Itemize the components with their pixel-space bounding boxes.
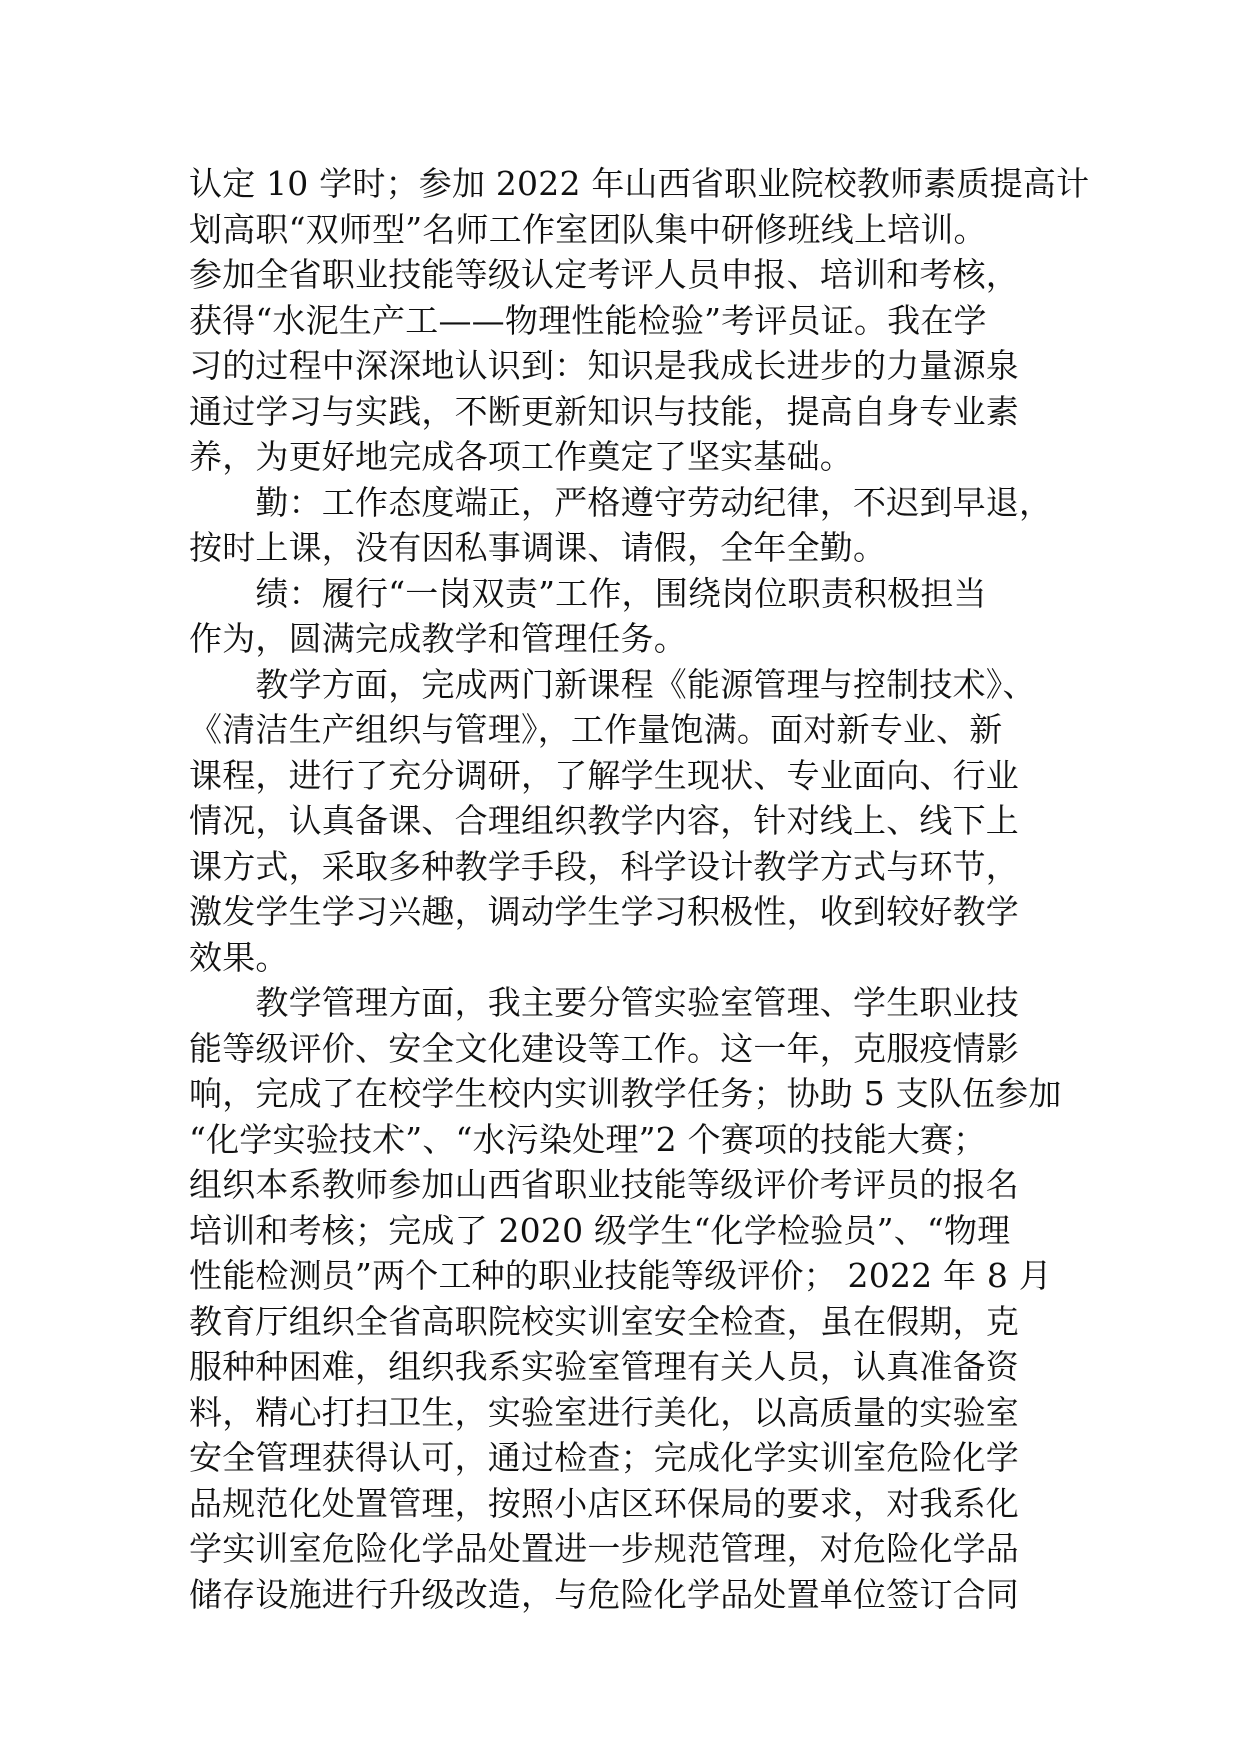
text-line: 响，完成了在校学生校内实训教学任务；协助 5 支队伍参加 bbox=[189, 1074, 1062, 1113]
text-line: 获得“水泥生产工——物理性能检验”考评员证。我在学 bbox=[189, 300, 987, 340]
text-line: 料，精心打扫卫生，实验室进行美化，以高质量的实验室 bbox=[189, 1392, 1019, 1432]
text-line: 性能检测员”两个工种的职业技能等级评价； 2022 年 8 月 bbox=[189, 1256, 1053, 1295]
text-line: 储存设施进行升级改造，与危险化学品处置单位签订合同 bbox=[189, 1574, 1019, 1614]
document-body bbox=[189, 161, 1090, 1617]
text-line: 养，为更好地完成各项工作奠定了坚实基础。 bbox=[189, 437, 853, 476]
text-line: “化学实验技术”、“水污染处理”2 个赛项的技能大赛； bbox=[189, 1119, 987, 1159]
text-line: 安全管理获得认可，通过检查；完成化学实训室危险化学 bbox=[189, 1438, 1019, 1477]
text-line: 课程，进行了充分调研，了解学生现状、专业面向、行业 bbox=[189, 755, 1019, 795]
text-line: 教学管理方面，我主要分管实验室管理、学生职业技 bbox=[189, 983, 1019, 1022]
text-line: 品规范化处置管理，按照小店区环保局的要求，对我系化 bbox=[189, 1483, 1019, 1523]
text-line: 习的过程中深深地认识到：知识是我成长进步的力量源泉 bbox=[189, 346, 1019, 385]
text-line: 学实训室危险化学品处置进一步规范管理，对危险化学品 bbox=[189, 1529, 1019, 1568]
text-line: 参加全省职业技能等级认定考评人员申报、培训和考核， bbox=[189, 255, 1019, 294]
text-line: 情况，认真备课、合理组织教学内容，针对线上、线下上 bbox=[189, 801, 1019, 840]
text-line: 效果。 bbox=[189, 937, 289, 977]
text-line: 教育厅组织全省高职院校实训室安全检查，虽在假期，克 bbox=[189, 1301, 1019, 1341]
text-line: 绩：履行“一岗双责”工作，围绕岗位职责积极担当 bbox=[189, 573, 987, 613]
text-line: 课方式，采取多种教学手段，科学设计教学方式与环节， bbox=[189, 846, 1019, 886]
text-line: 组织本系教师参加山西省职业技能等级评价考评员的报名 bbox=[189, 1165, 1019, 1204]
text-line: 培训和考核；完成了 2020 级学生“化学检验员”、“物理 bbox=[189, 1210, 1011, 1250]
text-line: 认定 10 学时；参加 2022 年山西省职业院校教师素质提高计 bbox=[189, 164, 1090, 203]
text-line: 划高职“双师型”名师工作室团队集中研修班线上培训。 bbox=[189, 209, 987, 249]
text-line: 激发学生学习兴趣，调动学生学习积极性，收到较好教学 bbox=[189, 892, 1019, 931]
text-line: 作为，圆满完成教学和管理任务。 bbox=[189, 619, 687, 658]
text-line: 《清洁生产组织与管理》，工作量饱满。面对新专业、新 bbox=[189, 710, 1003, 749]
text-line: 勤：工作态度端正，严格遵守劳动纪律，不迟到早退， bbox=[189, 482, 1053, 522]
text-line: 按时上课，没有因私事调课、请假，全年全勤。 bbox=[189, 528, 887, 567]
text-line: 服种种困难，组织我系实验室管理有关人员，认真准备资 bbox=[189, 1347, 1019, 1386]
text-line: 教学方面，完成两门新课程《能源管理与控制技术》、 bbox=[189, 664, 1036, 704]
text-line: 能等级评价、安全文化建设等工作。这一年，克服疫情影 bbox=[189, 1028, 1019, 1068]
text-line: 通过学习与实践，不断更新知识与技能，提高自身专业素 bbox=[189, 391, 1019, 431]
